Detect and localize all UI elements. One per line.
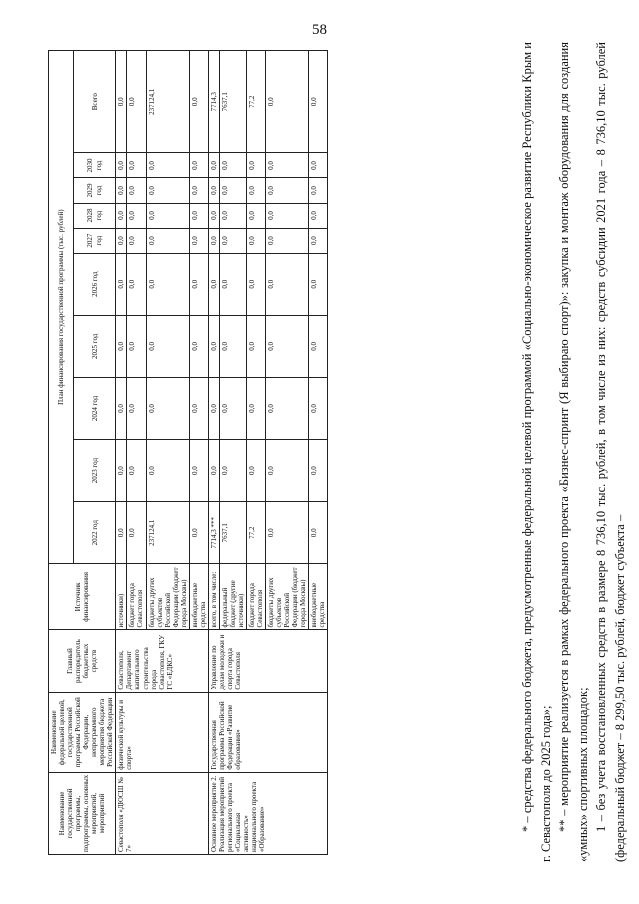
value-cell: 0,0	[247, 315, 266, 377]
header-year: 2025 год	[73, 315, 116, 377]
value-cell: 0,0	[127, 228, 146, 253]
footnote-2: ** – мероприятие реализуется в рамках федерального проекта «Бизнес-спринт (Я выбираю спорт)»: закупка и монтаж оборудования для создания «умных» спортивных площадок;	[557, 42, 590, 862]
header-year: 2022 год	[73, 502, 116, 564]
table-row	[116, 51, 127, 855]
value-cell: 0,0	[116, 315, 127, 377]
value-cell: 0,0	[116, 51, 127, 153]
value-cell: 0,0	[146, 228, 189, 253]
value-cell: 0,0	[309, 253, 328, 315]
value-cell: 0,0	[189, 253, 208, 315]
value-cell: 0,0	[127, 153, 146, 178]
footnote-1: * – средства федерального бюджета, предусмотренные федеральной целевой программой «Социально-экономическое развитие Республики Крым и г. Севастополя до 2025 года»;	[520, 42, 553, 862]
value-cell: 0,0	[247, 253, 266, 315]
value-cell: 0,0	[309, 51, 328, 153]
value-cell: 0,0	[247, 203, 266, 228]
footnotes	[518, 42, 629, 862]
source-cell: источники)	[116, 564, 127, 630]
source-cell: внебюджетные средства	[189, 564, 208, 630]
value-cell: 0,0	[309, 228, 328, 253]
value-cell: 237124,1	[146, 502, 189, 564]
value-cell: 0,0	[208, 315, 219, 377]
value-cell: 0,0	[189, 377, 208, 439]
header-distributor: Главный распорядитель бюджетных средств	[49, 630, 116, 692]
rotated-content	[20, 30, 627, 880]
value-cell: 0,0	[127, 253, 146, 315]
value-cell: 0,0	[208, 203, 219, 228]
value-cell: 0,0	[219, 440, 246, 502]
source-cell: бюджеты других субъектов Российской Федерации (бюджет города Москвы)	[266, 564, 309, 630]
value-cell: 0,0	[116, 377, 127, 439]
value-cell: 0,0	[208, 377, 219, 439]
source-cell: бюджеты других субъектов Российской Федерации (бюджет города Москвы)	[146, 564, 189, 630]
value-cell: 0,0	[309, 178, 328, 203]
value-cell: 0,0	[127, 315, 146, 377]
value-cell: 0,0	[127, 502, 146, 564]
value-cell: 0,0	[116, 228, 127, 253]
value-cell: 0,0	[208, 440, 219, 502]
source-cell: всего, в том числе:	[208, 564, 219, 630]
header-year: Всего	[73, 51, 116, 153]
value-cell: 0,0	[247, 153, 266, 178]
source-cell: бюджет города Севастополя	[247, 564, 266, 630]
value-cell: 0,0	[116, 178, 127, 203]
value-cell: 0,0	[247, 228, 266, 253]
value-cell: 0,0	[189, 178, 208, 203]
source-cell: бюджет города Севастополя	[127, 564, 146, 630]
value-cell: 0,0	[189, 440, 208, 502]
value-cell: 0,0	[189, 153, 208, 178]
value-cell: 0,0	[309, 153, 328, 178]
value-cell: 0,0	[127, 377, 146, 439]
value-cell: 77,2	[247, 502, 266, 564]
row-distributor-cell: Управление по делам молодежи и спорта города Севастополя	[208, 630, 328, 692]
value-cell: 0,0	[116, 502, 127, 564]
value-cell: 0,0	[309, 502, 328, 564]
value-cell: 0,0	[146, 315, 189, 377]
value-cell: 0,0	[266, 228, 309, 253]
header-program-name: Наименование государственной программы, подпрограммы, основных мероприятий, мероприятий	[49, 772, 116, 854]
value-cell: 0,0	[127, 440, 146, 502]
value-cell: 0,0	[266, 178, 309, 203]
value-cell: 0,0	[266, 153, 309, 178]
value-cell: 0,0	[208, 228, 219, 253]
value-cell: 7714,3	[208, 51, 219, 153]
row-name-cell: Севастополя «ДЮСШ № 7»	[116, 772, 208, 854]
value-cell: 0,0	[189, 502, 208, 564]
header-federal-program: Наименование федеральной целевой, государственной программы Российской Федерации, непрограммного мероприятия бюджета Российской Федерации	[49, 692, 116, 772]
value-cell: 0,0	[266, 377, 309, 439]
value-cell: 0,0	[309, 377, 328, 439]
row-distributor-cell: Севастополя, Департамент капитального строительства города Севастополя, ГКУ ГС «ЕДКС»	[116, 630, 208, 692]
value-cell: 0,0	[208, 178, 219, 203]
value-cell: 0,0	[219, 253, 246, 315]
value-cell: 0,0	[266, 440, 309, 502]
value-cell: 0,0	[208, 253, 219, 315]
value-cell: 0,0	[219, 153, 246, 178]
value-cell: 237124,1	[146, 51, 189, 153]
row-program-cell: физической культуры и спорта»	[116, 692, 208, 772]
value-cell: 0,0	[189, 315, 208, 377]
header-year: 2023 год	[73, 440, 116, 502]
value-cell: 0,0	[127, 178, 146, 203]
table-row	[208, 51, 219, 855]
page-number: 58	[312, 22, 327, 38]
value-cell: 0,0	[146, 153, 189, 178]
financing-table	[48, 50, 328, 855]
value-cell: 0,0	[146, 178, 189, 203]
value-cell: 7637,1	[219, 51, 246, 153]
value-cell: 0,0	[219, 377, 246, 439]
value-cell: 0,0	[309, 315, 328, 377]
header-year: 2027 год	[73, 228, 116, 253]
value-cell: 0,0	[116, 203, 127, 228]
value-cell: 0,0	[146, 253, 189, 315]
value-cell: 0,0	[208, 153, 219, 178]
footnote-3: 1 – без учета восстановленных средств в размере 8 736,10 тыс. рублей, в том числе из них: средств субсидии 2021 года – 8 736,10 тыс. рублей (федеральный бюджет – 8 299,50 тыс. рублей, бюджет субъекта –	[594, 42, 627, 862]
value-cell: 0,0	[189, 203, 208, 228]
value-cell: 0,0	[127, 203, 146, 228]
value-cell: 0,0	[219, 178, 246, 203]
value-cell: 0,0	[309, 203, 328, 228]
value-cell: 0,0	[146, 440, 189, 502]
value-cell: 0,0	[266, 502, 309, 564]
value-cell: 77,2	[247, 51, 266, 153]
header-year: 2024 год	[73, 377, 116, 439]
value-cell: 0,0	[189, 228, 208, 253]
value-cell: 0,0	[116, 253, 127, 315]
value-cell: 7637,1	[219, 502, 246, 564]
value-cell: 0,0	[146, 377, 189, 439]
value-cell: 0,0	[189, 51, 208, 153]
value-cell: 0,0	[116, 440, 127, 502]
header-plan-group: План финансирования государственной программы (тыс. рублей)	[49, 51, 74, 564]
value-cell: 0,0	[116, 153, 127, 178]
value-cell: 0,0	[247, 377, 266, 439]
value-cell: 0,0	[309, 440, 328, 502]
value-cell: 0,0	[219, 315, 246, 377]
row-name-cell: Основное мероприятие 2. Реализация мероприятий регионального проекта «Социальная активность» национального проекта «Образование»	[208, 772, 328, 854]
header-year: 2029 год	[73, 178, 116, 203]
value-cell: 0,0	[266, 253, 309, 315]
value-cell: 7714,3 ***	[208, 502, 219, 564]
value-cell: 0,0	[247, 440, 266, 502]
value-cell: 0,0	[219, 203, 246, 228]
source-cell: федеральный бюджет (другие источники)	[219, 564, 246, 630]
row-program-cell: Государственная программа Российской Федерации «Развитие образования»	[208, 692, 328, 772]
value-cell: 0,0	[219, 228, 246, 253]
header-year: 2028 год	[73, 203, 116, 228]
value-cell: 0,0	[247, 178, 266, 203]
value-cell: 0,0	[266, 315, 309, 377]
value-cell: 0,0	[266, 203, 309, 228]
header-source: Источник финансирования	[49, 564, 116, 630]
source-cell: внебюджетные средства	[309, 564, 328, 630]
value-cell: 0,0	[146, 203, 189, 228]
header-year: 2026 год	[73, 253, 116, 315]
value-cell: 0,0	[127, 51, 146, 153]
header-year: 2030 год	[73, 153, 116, 178]
value-cell: 0,0	[266, 51, 309, 153]
